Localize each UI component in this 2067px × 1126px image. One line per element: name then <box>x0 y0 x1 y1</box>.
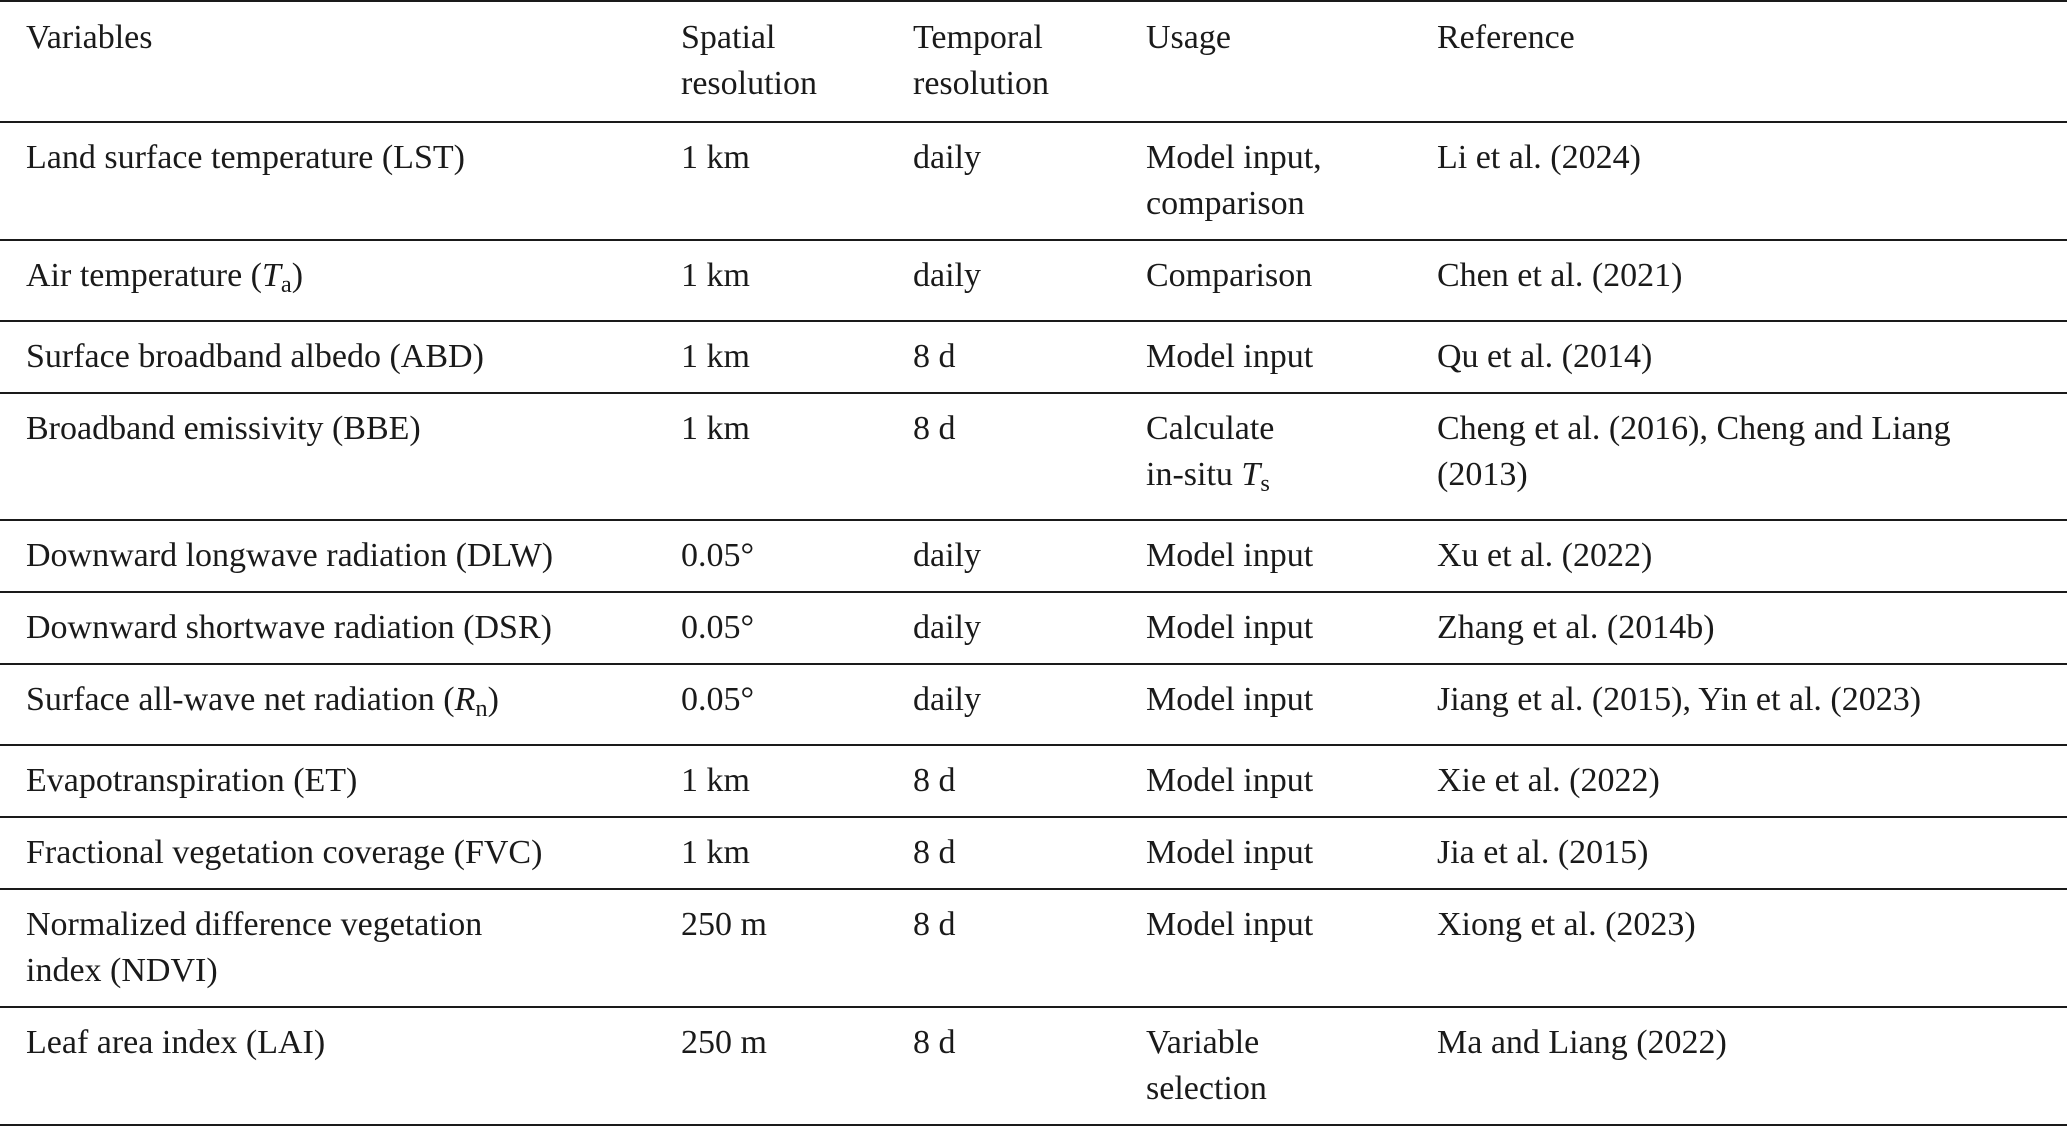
table-row <box>0 664 2067 745</box>
reference-cell <box>1437 520 2067 592</box>
usage-cell <box>1146 1007 1437 1125</box>
usage-text: Model input <box>1146 762 1314 800</box>
variable-symbol: R <box>454 681 476 719</box>
spatial-cell <box>681 745 913 817</box>
header-reference <box>1437 1 2067 122</box>
temporal-cell <box>913 393 1146 520</box>
usage-cell <box>1146 122 1437 240</box>
variable-text <box>26 253 681 308</box>
variable-subscript: n <box>475 695 488 723</box>
temporal-cell <box>913 745 1146 817</box>
header-spatial-line: resolution <box>681 65 817 102</box>
reference-text: Xiong et al. (2023) <box>1437 906 1696 944</box>
table-row <box>0 122 2067 240</box>
reference-text: Zhang et al. (2014b) <box>1437 609 1715 647</box>
spatial-text: 1 km <box>681 834 750 872</box>
header-row <box>0 1 2067 122</box>
table-row <box>0 817 2067 889</box>
temporal-cell <box>913 1007 1146 1125</box>
usage-cell <box>1146 664 1437 745</box>
temporal-text: 8 d <box>913 762 956 800</box>
variable-text: Downward longwave radiation (DLW) <box>26 537 554 575</box>
temporal-text: daily <box>913 139 981 176</box>
usage-text: Variable <box>1146 1024 1260 1062</box>
header-temporal-line: Temporal <box>913 19 1043 56</box>
header-variables <box>0 1 681 122</box>
temporal-cell <box>913 122 1146 240</box>
usage-text: Model input, <box>1146 139 1322 176</box>
usage-subscript: s <box>1260 470 1270 498</box>
variable-text: Evapotranspiration (ET) <box>26 762 358 800</box>
variable-suffix: ) <box>487 681 499 719</box>
spatial-text: 1 km <box>681 338 750 376</box>
variable-subscript: a <box>280 271 292 299</box>
variable-prefix: Surface all-wave net radiation ( <box>26 681 455 719</box>
variable-cell <box>0 817 681 889</box>
usage-cell <box>1146 240 1437 321</box>
temporal-text: daily <box>913 257 981 294</box>
reference-text: Xu et al. (2022) <box>1437 537 1653 575</box>
variable-text: index (NDVI) <box>26 952 218 990</box>
variable-cell <box>0 240 681 321</box>
table-body <box>0 122 2067 1125</box>
variable-cell <box>0 664 681 745</box>
usage-symbol: T <box>1241 456 1261 494</box>
reference-text: Jiang et al. (2015), Yin et al. (2023) <box>1437 681 1922 719</box>
spatial-cell <box>681 393 913 520</box>
usage-text: Calculate <box>1146 410 1275 448</box>
variable-cell <box>0 1007 681 1125</box>
reference-text: Qu et al. (2014) <box>1437 338 1653 376</box>
variable-text: Leaf area index (LAI) <box>26 1024 326 1062</box>
spatial-text: 1 km <box>681 762 750 800</box>
usage-cell <box>1146 889 1437 1007</box>
variable-text: Normalized difference vegetation <box>26 906 483 944</box>
variable-text <box>26 677 681 732</box>
variable-cell <box>0 745 681 817</box>
usage-text: Model input <box>1146 609 1314 647</box>
variable-cell <box>0 321 681 393</box>
spatial-text: 250 m <box>681 1024 767 1062</box>
usage-cell <box>1146 321 1437 393</box>
temporal-cell <box>913 321 1146 393</box>
reference-text: Chen et al. (2021) <box>1437 257 1683 294</box>
usage-prefix: in-situ <box>1146 456 1242 494</box>
spatial-text: 1 km <box>681 410 750 448</box>
variable-cell <box>0 122 681 240</box>
spatial-text: 1 km <box>681 139 750 176</box>
header-reference-label: Reference <box>1437 19 1575 56</box>
temporal-cell <box>913 592 1146 664</box>
reference-text: Ma and Liang (2022) <box>1437 1024 1727 1062</box>
variable-symbol: T <box>262 257 281 294</box>
table-row <box>0 1007 2067 1125</box>
temporal-text: daily <box>913 537 981 575</box>
temporal-text: daily <box>913 681 981 719</box>
spatial-cell <box>681 1007 913 1125</box>
temporal-cell <box>913 664 1146 745</box>
reference-text: Li et al. (2024) <box>1437 139 1641 176</box>
variable-prefix: Air temperature ( <box>26 257 262 294</box>
variable-text: Land surface temperature (LST) <box>26 139 465 176</box>
spatial-text: 250 m <box>681 906 767 944</box>
table-row <box>0 592 2067 664</box>
variable-cell <box>0 592 681 664</box>
usage-cell <box>1146 520 1437 592</box>
usage-text: Model input <box>1146 338 1314 376</box>
usage-text: Model input <box>1146 906 1314 944</box>
temporal-text: daily <box>913 609 981 647</box>
spatial-cell <box>681 889 913 1007</box>
usage-cell <box>1146 817 1437 889</box>
usage-text <box>1146 452 1437 507</box>
header-spatial-line: Spatial <box>681 19 776 56</box>
spatial-text: 0.05° <box>681 681 755 719</box>
temporal-cell <box>913 520 1146 592</box>
spatial-cell <box>681 520 913 592</box>
header-temporal-resolution <box>913 1 1146 122</box>
usage-text: Comparison <box>1146 257 1313 294</box>
header-usage-label: Usage <box>1146 19 1231 56</box>
spatial-text: 0.05° <box>681 537 755 575</box>
temporal-text: 8 d <box>913 1024 956 1062</box>
header-spatial-resolution <box>681 1 913 122</box>
variable-cell <box>0 393 681 520</box>
reference-cell <box>1437 745 2067 817</box>
temporal-cell <box>913 240 1146 321</box>
reference-cell <box>1437 592 2067 664</box>
usage-cell <box>1146 745 1437 817</box>
header-usage <box>1146 1 1437 122</box>
temporal-text: 8 d <box>913 410 956 448</box>
spatial-cell <box>681 592 913 664</box>
table-row <box>0 745 2067 817</box>
table-row <box>0 393 2067 520</box>
spatial-cell <box>681 240 913 321</box>
usage-text: Model input <box>1146 537 1314 575</box>
reference-text: Jia et al. (2015) <box>1437 834 1649 872</box>
usage-text: Model input <box>1146 681 1314 719</box>
temporal-text: 8 d <box>913 906 956 944</box>
spatial-cell <box>681 817 913 889</box>
spatial-text: 1 km <box>681 257 750 294</box>
reference-cell <box>1437 122 2067 240</box>
spatial-cell <box>681 122 913 240</box>
header-variables-label: Variables <box>26 19 153 56</box>
reference-cell <box>1437 1007 2067 1125</box>
variable-cell <box>0 889 681 1007</box>
variable-text: Surface broadband albedo (ABD) <box>26 338 484 376</box>
variable-text: Fractional vegetation coverage (FVC) <box>26 834 543 872</box>
reference-cell <box>1437 817 2067 889</box>
table-row <box>0 321 2067 393</box>
reference-text: (2013) <box>1437 456 1528 494</box>
header-temporal-line: resolution <box>913 65 1049 102</box>
temporal-cell <box>913 817 1146 889</box>
temporal-cell <box>913 889 1146 1007</box>
reference-cell <box>1437 321 2067 393</box>
temporal-text: 8 d <box>913 834 956 872</box>
usage-text: comparison <box>1146 185 1305 222</box>
variable-text: Downward shortwave radiation (DSR) <box>26 609 552 647</box>
table-row <box>0 240 2067 321</box>
reference-cell <box>1437 240 2067 321</box>
usage-cell <box>1146 592 1437 664</box>
table-header <box>0 1 2067 122</box>
reference-cell <box>1437 889 2067 1007</box>
spatial-text: 0.05° <box>681 609 755 647</box>
variable-suffix: ) <box>291 257 304 294</box>
variable-cell <box>0 520 681 592</box>
reference-cell <box>1437 664 2067 745</box>
reference-text: Xie et al. (2022) <box>1437 762 1660 800</box>
temporal-text: 8 d <box>913 338 956 376</box>
spatial-cell <box>681 321 913 393</box>
usage-text: selection <box>1146 1070 1267 1108</box>
spatial-cell <box>681 664 913 745</box>
reference-text: Cheng et al. (2016), Cheng and Liang <box>1437 410 1951 448</box>
usage-cell <box>1146 393 1437 520</box>
table-row <box>0 520 2067 592</box>
reference-cell <box>1437 393 2067 520</box>
variable-text: Broadband emissivity (BBE) <box>26 410 421 448</box>
table-row <box>0 889 2067 1007</box>
usage-text: Model input <box>1146 834 1314 872</box>
